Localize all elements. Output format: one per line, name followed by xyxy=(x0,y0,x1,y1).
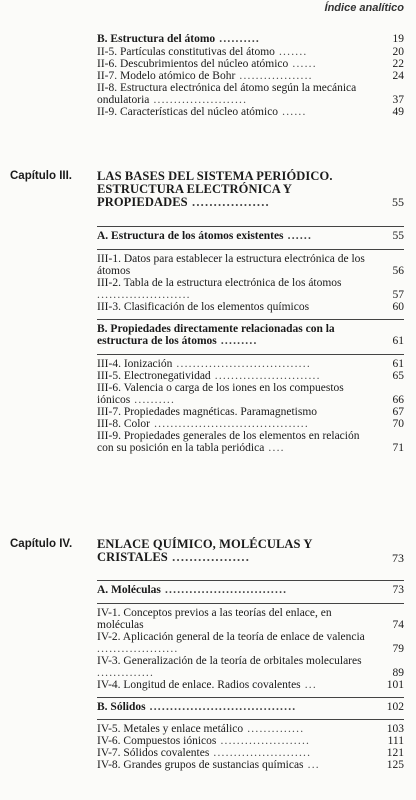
dot-leader: .................................... xyxy=(145,700,297,713)
page-number: 70 xyxy=(392,417,404,430)
dot-leader: .............. xyxy=(97,666,155,679)
entry-text: IV-4. Longitud de enlace. Radios covalentes xyxy=(97,678,301,691)
dot-leader: ...... xyxy=(288,57,317,70)
page-number: 19 xyxy=(392,33,404,45)
dot-leader: .... xyxy=(264,441,285,454)
entry-text: III-8. Color xyxy=(97,417,151,430)
toc-section xyxy=(97,580,404,771)
section-heading xyxy=(97,230,404,243)
section-heading-text: B. Estructura del átomo xyxy=(97,33,216,45)
entry-text: IV-3. Generalización de la teoría de orbitales moleculares xyxy=(97,654,362,667)
dot-leader: .......... xyxy=(130,393,176,406)
page-number: 60 xyxy=(392,300,404,313)
entry-text: IV-7. Sólidos covalentes xyxy=(97,747,210,759)
toc-entry xyxy=(97,406,404,418)
toc-entry xyxy=(97,46,404,58)
dot-leader: .................. xyxy=(235,69,313,82)
page-number: 22 xyxy=(392,57,404,70)
page-number: 79 xyxy=(392,642,404,655)
section-heading xyxy=(97,33,404,46)
entry-text: II-9. Características del núcleo atómico xyxy=(97,105,279,118)
entry-text: III-6. Valencia o carga de los iones en los compuestos iónicos xyxy=(97,381,344,406)
toc-entry xyxy=(97,277,404,301)
toc-entry xyxy=(97,253,404,277)
entry-text: III-7. Propiedades magnéticas. Paramagnetismo xyxy=(97,405,318,418)
toc-section xyxy=(97,33,404,118)
page-number: 67 xyxy=(392,405,404,418)
entry-text: II-7. Modelo atómico de Bohr xyxy=(97,69,236,82)
page-number: 74 xyxy=(392,618,404,631)
entry-text: III-3. Clasificación de los elementos químicos xyxy=(97,300,310,313)
page-number: 56 xyxy=(392,264,404,277)
page-number: 65 xyxy=(392,369,404,382)
toc-entry xyxy=(97,759,404,771)
section-rule xyxy=(97,603,404,604)
dot-leader: ...... xyxy=(278,105,307,118)
dot-leader: ....................... xyxy=(149,93,248,106)
page-number: 111 xyxy=(387,735,404,747)
page-number: 102 xyxy=(386,700,404,713)
page-number: 20 xyxy=(392,45,404,58)
entry-text: IV-5. Metales y enlace metálico xyxy=(97,723,244,735)
chapter-title-text: LAS BASES DEL SISTEMA PERIÓDICO. ESTRUCTURA ELECTRÓNICA Y PROPIEDADES xyxy=(97,169,333,209)
page-number: 61 xyxy=(392,357,404,370)
entry-text: IV-8. Grandes grupos de sustancias químicas xyxy=(97,759,304,771)
dot-leader: .......... xyxy=(215,33,261,45)
entry-text: III-4. Ionización xyxy=(97,357,173,370)
dot-leader: .................. xyxy=(187,195,270,209)
entry-text: IV-2. Aplicación general de la teoría de enlace de valencia xyxy=(97,630,365,643)
toc-entry xyxy=(97,723,404,735)
chapter-heading xyxy=(0,538,416,566)
toc-entry xyxy=(97,430,404,454)
toc-entry xyxy=(97,747,404,759)
section-heading-text: B. Sólidos xyxy=(97,700,146,713)
dot-leader: ......... xyxy=(216,335,258,347)
dot-leader: ...................................... xyxy=(150,417,309,430)
page-number: 66 xyxy=(392,393,404,406)
toc-entry xyxy=(97,655,404,679)
dot-leader: ... xyxy=(303,759,320,771)
page-number: 103 xyxy=(386,723,404,735)
section-rule xyxy=(97,249,404,250)
section-rule xyxy=(97,226,404,227)
section-rule xyxy=(97,719,404,720)
section-heading-text: B. Propiedades directamente relacionadas con la estructura de los átomos xyxy=(97,322,335,347)
page-number: 73 xyxy=(392,584,404,596)
dot-leader: .................. xyxy=(167,550,251,564)
toc-entry xyxy=(97,679,404,691)
dot-leader: ...................... xyxy=(216,735,311,747)
toc-entry xyxy=(97,735,404,747)
page-number: 125 xyxy=(386,759,404,771)
toc-entry xyxy=(97,607,404,631)
dot-leader: ................................. xyxy=(172,357,311,370)
section-heading-text: A. Estructura de los átomos existentes xyxy=(97,230,284,242)
toc-entry xyxy=(97,370,404,382)
section-heading xyxy=(97,701,404,714)
page-number: 101 xyxy=(386,678,404,691)
chapter-label: Capítulo III. xyxy=(10,170,72,182)
section-rule xyxy=(97,580,404,581)
entry-text: IV-1. Conceptos previos a las teorías del enlace, en moléculas xyxy=(97,606,332,631)
chapter-title-text: ENLACE QUÍMICO, MOLÉCULAS Y CRISTALES xyxy=(97,537,312,564)
page-number: 37 xyxy=(392,93,404,106)
toc-entry xyxy=(97,58,404,70)
page-number: 49 xyxy=(392,105,404,118)
entry-text: II-5. Partículas constitutivas del átomo xyxy=(97,45,275,58)
page-number: 61 xyxy=(392,335,404,347)
toc-entry xyxy=(97,70,404,82)
page-number: 55 xyxy=(392,230,404,242)
page-number: 55 xyxy=(392,195,404,209)
section-rule xyxy=(97,319,404,320)
chapter-title xyxy=(97,170,369,209)
entry-text: III-1. Datos para establecer la estructura electrónica de los átomos xyxy=(97,252,365,277)
page-number: 121 xyxy=(386,747,404,759)
section-rule xyxy=(97,354,404,355)
chapter-title xyxy=(97,538,369,564)
dot-leader: .............................. xyxy=(160,584,288,596)
dot-leader: ....... xyxy=(274,45,308,58)
toc-entry xyxy=(97,358,404,370)
page-number: 57 xyxy=(392,288,404,301)
chapter-heading xyxy=(0,170,416,210)
dot-leader: .................... xyxy=(97,642,179,655)
toc-entry xyxy=(97,82,404,106)
section-heading-text: A. Moléculas xyxy=(97,584,161,596)
toc-section xyxy=(97,226,404,454)
entry-text: III-2. Tabla de la estructura electrónica de los átomos xyxy=(97,276,342,289)
toc-entry xyxy=(97,301,404,313)
dot-leader: .......................... xyxy=(210,369,321,382)
page-number: 71 xyxy=(392,441,404,454)
entry-text: III-9. Propiedades generales de los elementos en relación con su posición en la tabla periódica xyxy=(97,429,360,454)
toc-entry xyxy=(97,418,404,430)
dot-leader: ...... xyxy=(283,230,313,242)
chapter-label: Capítulo IV. xyxy=(10,538,73,550)
entry-text: II-6. Descubrimientos del núcleo atómico xyxy=(97,57,289,70)
dot-leader: ... xyxy=(300,678,317,691)
toc-entry xyxy=(97,106,404,118)
entry-text: III-5. Electronegatividad xyxy=(97,369,211,382)
page-number: 89 xyxy=(392,666,404,679)
page-number: 73 xyxy=(392,551,404,565)
toc-entry xyxy=(97,382,404,406)
section-heading xyxy=(97,584,404,597)
dot-leader: ........................ xyxy=(209,747,312,759)
entry-text: IV-6. Compuestos iónicos xyxy=(97,735,217,747)
page-number: 24 xyxy=(392,69,404,82)
dot-leader: ....................... xyxy=(97,288,191,301)
dot-leader: .............. xyxy=(243,723,305,735)
toc-entry xyxy=(97,631,404,655)
section-rule xyxy=(97,697,404,698)
entry-text: II-8. Estructura electrónica del átomo según la mecánica ondulatoria xyxy=(97,81,357,106)
running-head: Índice analítico xyxy=(324,2,404,14)
section-heading xyxy=(97,323,404,348)
